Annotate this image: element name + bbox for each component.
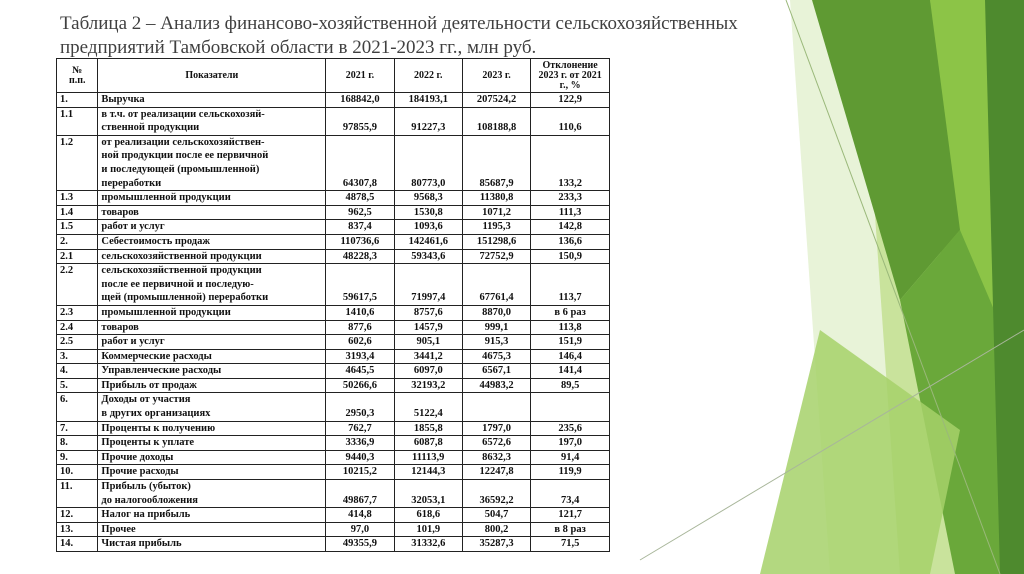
row-number: 13. — [57, 522, 98, 537]
value-2023: 207524,2 — [462, 93, 530, 108]
row-indicator: в т.ч. от реализации сельскохозяй- ственной продукции — [98, 107, 326, 135]
value-2022: 618,6 — [394, 508, 462, 523]
value-2021: 59617,5 — [326, 264, 394, 306]
value-2022: 6087,8 — [394, 436, 462, 451]
value-2021: 4878,5 — [326, 191, 394, 206]
value-2022: 12144,3 — [394, 465, 462, 480]
value-2021: 97855,9 — [326, 107, 394, 135]
row-indicator: Прибыль (убыток) до налогообложения — [98, 480, 326, 508]
table-row — [57, 378, 610, 393]
table-row — [57, 508, 610, 523]
value-deviation: в 6 раз — [531, 305, 610, 320]
row-number: 11. — [57, 480, 98, 508]
table-row — [57, 264, 610, 306]
row-indicator: Чистая прибыль — [98, 537, 326, 552]
row-number: 2.1 — [57, 249, 98, 264]
slide-title: Таблица 2 – Анализ финансово-хозяйственной деятельности сельскохозяйственных предприятий Тамбовской области в 2021-2023 гг., млн руб. — [60, 13, 738, 58]
value-2023: 1797,0 — [462, 421, 530, 436]
financial-table — [56, 58, 610, 552]
table-row — [57, 522, 610, 537]
value-2023: 6567,1 — [462, 364, 530, 379]
row-number: 10. — [57, 465, 98, 480]
value-deviation: 197,0 — [531, 436, 610, 451]
row-indicator: промышленной продукции — [98, 191, 326, 206]
row-indicator: товаров — [98, 320, 326, 335]
value-2021: 49355,9 — [326, 537, 394, 552]
value-2021: 877,6 — [326, 320, 394, 335]
row-number: 8. — [57, 436, 98, 451]
value-2022: 91227,3 — [394, 107, 462, 135]
row-indicator: Проценты к уплате — [98, 436, 326, 451]
table-row — [57, 93, 610, 108]
value-2023: 72752,9 — [462, 249, 530, 264]
value-2023: 44983,2 — [462, 378, 530, 393]
value-2022: 80773,0 — [394, 135, 462, 190]
value-2021: 97,0 — [326, 522, 394, 537]
table-row — [57, 305, 610, 320]
value-deviation: 150,9 — [531, 249, 610, 264]
row-indicator: работ и услуг — [98, 220, 326, 235]
value-2023: 4675,3 — [462, 349, 530, 364]
value-2023: 1071,2 — [462, 205, 530, 220]
value-2023: 36592,2 — [462, 480, 530, 508]
value-deviation: 233,3 — [531, 191, 610, 206]
value-2021: 2950,3 — [326, 393, 394, 421]
value-2021: 3193,4 — [326, 349, 394, 364]
table-row — [57, 465, 610, 480]
value-2022: 1530,8 — [394, 205, 462, 220]
value-deviation: 119,9 — [531, 465, 610, 480]
value-deviation: в 8 раз — [531, 522, 610, 537]
row-number: 9. — [57, 450, 98, 465]
table-row — [57, 135, 610, 190]
header-no: № п.п. — [57, 59, 98, 93]
value-2022: 6097,0 — [394, 364, 462, 379]
row-indicator: Прочие доходы — [98, 450, 326, 465]
row-indicator: сельскохозяйственной продукции после ее первичной и последую- щей (промышленной) переработки — [98, 264, 326, 306]
table-row — [57, 364, 610, 379]
row-number: 1.3 — [57, 191, 98, 206]
value-deviation: 136,6 — [531, 234, 610, 249]
value-2022: 8757,6 — [394, 305, 462, 320]
value-deviation: 235,6 — [531, 421, 610, 436]
value-2021: 1410,6 — [326, 305, 394, 320]
value-deviation: 89,5 — [531, 378, 610, 393]
value-2021: 9440,3 — [326, 450, 394, 465]
value-deviation: 122,9 — [531, 93, 610, 108]
value-deviation: 146,4 — [531, 349, 610, 364]
value-2022: 31332,6 — [394, 537, 462, 552]
row-number: 6. — [57, 393, 98, 421]
value-2022: 5122,4 — [394, 393, 462, 421]
table-row — [57, 421, 610, 436]
row-indicator: товаров — [98, 205, 326, 220]
row-indicator: Прочее — [98, 522, 326, 537]
table-row — [57, 191, 610, 206]
value-2021: 837,4 — [326, 220, 394, 235]
value-2023: 800,2 — [462, 522, 530, 537]
value-2023: 8870,0 — [462, 305, 530, 320]
table-row — [57, 480, 610, 508]
table-row — [57, 450, 610, 465]
row-indicator: работ и услуг — [98, 335, 326, 350]
value-deviation: 141,4 — [531, 364, 610, 379]
value-deviation: 71,5 — [531, 537, 610, 552]
value-2021: 168842,0 — [326, 93, 394, 108]
value-2022: 1855,8 — [394, 421, 462, 436]
value-2023: 915,3 — [462, 335, 530, 350]
value-2022: 11113,9 — [394, 450, 462, 465]
value-2021: 762,7 — [326, 421, 394, 436]
value-2023: 8632,3 — [462, 450, 530, 465]
row-indicator: Выручка — [98, 93, 326, 108]
row-indicator: Коммерческие расходы — [98, 349, 326, 364]
table-row — [57, 436, 610, 451]
value-deviation: 121,7 — [531, 508, 610, 523]
row-number: 1.2 — [57, 135, 98, 190]
value-2023: 12247,8 — [462, 465, 530, 480]
row-indicator: Прибыль от продаж — [98, 378, 326, 393]
header-2023: 2023 г. — [462, 59, 530, 93]
value-2023 — [462, 393, 530, 421]
row-number: 1.4 — [57, 205, 98, 220]
value-2021: 3336,9 — [326, 436, 394, 451]
header-2021: 2021 г. — [326, 59, 394, 93]
value-2023: 11380,8 — [462, 191, 530, 206]
value-deviation: 91,4 — [531, 450, 610, 465]
value-deviation: 111,3 — [531, 205, 610, 220]
header-indicator: Показатели — [98, 59, 326, 93]
value-2022: 101,9 — [394, 522, 462, 537]
row-number: 2.3 — [57, 305, 98, 320]
header-2022: 2022 г. — [394, 59, 462, 93]
row-indicator: Доходы от участия в других организациях — [98, 393, 326, 421]
table-row — [57, 234, 610, 249]
value-deviation: 113,8 — [531, 320, 610, 335]
row-indicator: Прочие расходы — [98, 465, 326, 480]
value-2022: 32193,2 — [394, 378, 462, 393]
row-number: 12. — [57, 508, 98, 523]
value-2023: 504,7 — [462, 508, 530, 523]
row-number: 2.4 — [57, 320, 98, 335]
row-indicator: промышленной продукции — [98, 305, 326, 320]
value-2021: 602,6 — [326, 335, 394, 350]
row-indicator: Себестоимость продаж — [98, 234, 326, 249]
value-2022: 3441,2 — [394, 349, 462, 364]
row-number: 2. — [57, 234, 98, 249]
row-number: 14. — [57, 537, 98, 552]
value-2023: 999,1 — [462, 320, 530, 335]
value-2022: 32053,1 — [394, 480, 462, 508]
row-number: 1.1 — [57, 107, 98, 135]
table-row — [57, 393, 610, 421]
table-row — [57, 205, 610, 220]
value-2022: 142461,6 — [394, 234, 462, 249]
value-deviation: 133,2 — [531, 135, 610, 190]
value-2021: 49867,7 — [326, 480, 394, 508]
value-2021: 64307,8 — [326, 135, 394, 190]
table-row — [57, 320, 610, 335]
row-indicator: Управленческие расходы — [98, 364, 326, 379]
row-number: 2.2 — [57, 264, 98, 306]
header-deviation: Отклонение 2023 г. от 2021 г., % — [531, 59, 610, 93]
value-2023: 151298,6 — [462, 234, 530, 249]
table-row — [57, 335, 610, 350]
value-deviation: 113,7 — [531, 264, 610, 306]
value-2021: 10215,2 — [326, 465, 394, 480]
value-2022: 71997,4 — [394, 264, 462, 306]
value-2021: 4645,5 — [326, 364, 394, 379]
value-2021: 50266,6 — [326, 378, 394, 393]
value-deviation: 73,4 — [531, 480, 610, 508]
value-2022: 905,1 — [394, 335, 462, 350]
row-number: 2.5 — [57, 335, 98, 350]
row-indicator: от реализации сельскохозяйствен- ной продукции после ее первичной и последующей (промышленной) переработки — [98, 135, 326, 190]
table-row — [57, 249, 610, 264]
row-number: 1.5 — [57, 220, 98, 235]
value-2023: 6572,6 — [462, 436, 530, 451]
value-deviation: 110,6 — [531, 107, 610, 135]
value-deviation — [531, 393, 610, 421]
table-header-row — [57, 59, 610, 93]
row-number: 7. — [57, 421, 98, 436]
value-2023: 35287,3 — [462, 537, 530, 552]
value-2021: 110736,6 — [326, 234, 394, 249]
value-2023: 1195,3 — [462, 220, 530, 235]
value-2021: 48228,3 — [326, 249, 394, 264]
table-row — [57, 220, 610, 235]
row-indicator: Налог на прибыль — [98, 508, 326, 523]
value-2022: 59343,6 — [394, 249, 462, 264]
value-2021: 414,8 — [326, 508, 394, 523]
table-row — [57, 107, 610, 135]
value-deviation: 151,9 — [531, 335, 610, 350]
value-2021: 962,5 — [326, 205, 394, 220]
value-2023: 85687,9 — [462, 135, 530, 190]
row-number: 3. — [57, 349, 98, 364]
value-2022: 184193,1 — [394, 93, 462, 108]
value-2022: 9568,3 — [394, 191, 462, 206]
value-2022: 1457,9 — [394, 320, 462, 335]
value-deviation: 142,8 — [531, 220, 610, 235]
row-number: 4. — [57, 364, 98, 379]
value-2023: 108188,8 — [462, 107, 530, 135]
row-number: 5. — [57, 378, 98, 393]
row-indicator: Проценты к получению — [98, 421, 326, 436]
value-2022: 1093,6 — [394, 220, 462, 235]
row-indicator: сельскохозяйственной продукции — [98, 249, 326, 264]
value-2023: 67761,4 — [462, 264, 530, 306]
row-number: 1. — [57, 93, 98, 108]
table-row — [57, 349, 610, 364]
table-row — [57, 537, 610, 552]
